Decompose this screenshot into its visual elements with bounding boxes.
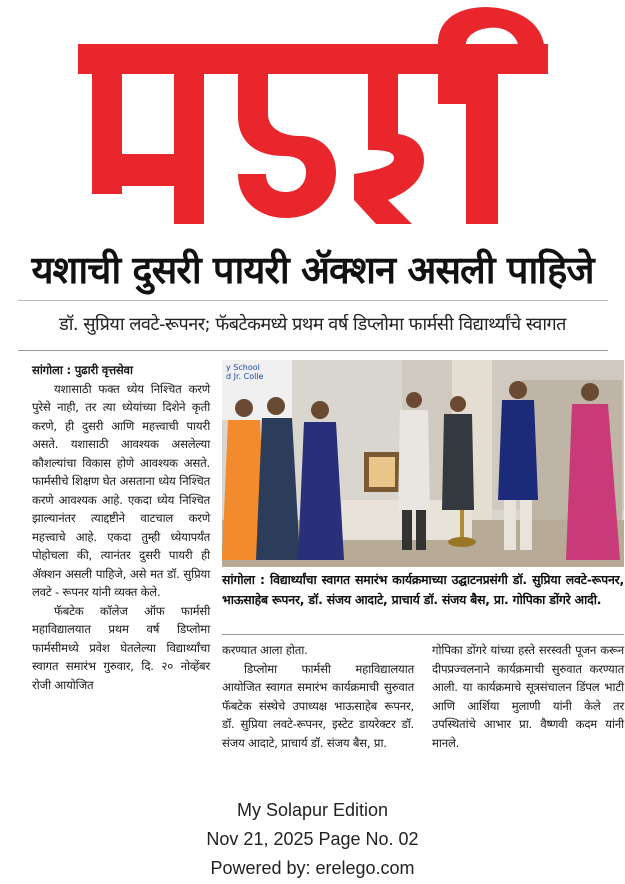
photo-image [222,360,624,567]
footer-powered-by[interactable]: Powered by: erelego.com [210,858,415,878]
article-paragraph-3: करण्यात आला होता. [222,643,308,657]
subhead-divider [18,350,608,351]
masthead-title: पुढारी [78,4,81,5]
caption-divider [222,634,624,635]
headline: यशाची दुसरी पायरी ॲक्शन असली पाहिजे [31,248,594,292]
pudhari-logo-icon [78,4,548,226]
headline-divider [18,300,608,301]
article-paragraph-1: यशासाठी फक्त ध्येय निश्चित करणे पुरेसे नाही, तर त्या ध्येयांच्या दिशेने कृती करणे, ही दुसरी आणि महत्त्वाची पायरी असते. यशासाठी आवश्यक असलेल्या कौशल्यांचा विकास होणे आवश्यक असते. फार्मसीचे शिक्षण घेत असताना ध्येय निश्चित करणे आवश्यक आहे. एकदा ध्येय निश्चित झाल्यानंतर त्याद्दष्टीने वाटचाल करणे महत्त्वाचे आहे. एकदा तुम्ही ध्येयापर्यंत पोहोचला की, त्यानंतर दुसरी पायरी ही ॲक्शन असली पाहिजे, असे मत डॉ. सुप्रिया लवटे - रूपनर यांनी व्यक्त केले. [32,381,210,599]
article-column-2 [222,641,414,752]
subheadline: डॉ. सुप्रिया लवटे-रूपनर; फॅबटेकमध्ये प्रथम वर्ष डिप्लोमा फार्मसी विद्यार्थ्यांचे स्वागत [59,314,566,335]
photo-caption: सांगोला : विद्यार्थ्यांचा स्वागत समारंभ कार्यक्रमाच्या उद्घाटनप्रसंगी डॉ. सुप्रिया लवटे-रूपनर, भाऊसाहेब रूपनर, डॉ. संजय आदाटे, प्राचार्य डॉ. संजय बैस, प्रा. गोपिका डोंगरे आदी. [222,572,624,607]
footer-date-page: Nov 21, 2025 Page No. 02 [206,829,419,849]
article-paragraph-5: गोपिका डोंगरे यांच्या हस्ते सरस्वती पूजन करून दीपप्रज्वलनाने कार्यक्रमाची सुरुवात करण्यात आली. या कार्यक्रमाचे सूत्रसंचालन डिंपल भाटी आणि आर्शिया मुलाणी यांनी केले तर उपस्थितांचे आभार प्रा. वैष्णवी कदम यांनी मानले. [432,643,624,750]
article-paragraph-2: फॅबटेक कॉलेज ऑफ फार्मसी महाविद्यालयात प्रथम वर्ष डिप्लोमा फार्मसीमध्ये प्रवेश घेतलेल्या विद्यार्थ्यांचा स्वागत समारंभ गुरुवार, दि. २० नोव्हेंबर रोजी आयोजित [32,603,210,692]
photo-sign-text [226,363,264,381]
footer-edition: My Solapur Edition [236,800,389,820]
article-paragraph-4: डिप्लोमा फार्मसी महाविद्यालयात आयोजित स्वागत समारंभ कार्यक्रमाची सुरुवात फॅबटेक संस्थेचे उपाध्यक्ष भाऊसाहेब रूपनर, डॉ. सुप्रिया लवटे-रूपनर, इस्टेट डायरेक्टर डॉ. संजय आदाटे, प्राचार्य डॉ. संजय बैस, प्रा. [222,661,414,750]
photo-sign-line: d Jr. Colle [226,372,264,381]
photo-sign-line: y School [226,363,260,372]
article-column-1 [32,361,210,694]
article-column-3 [432,641,624,752]
event-photo [222,360,624,567]
masthead-logo [78,4,548,226]
dateline: सांगोला : पुढारी वृत्तसेवा [32,363,133,377]
